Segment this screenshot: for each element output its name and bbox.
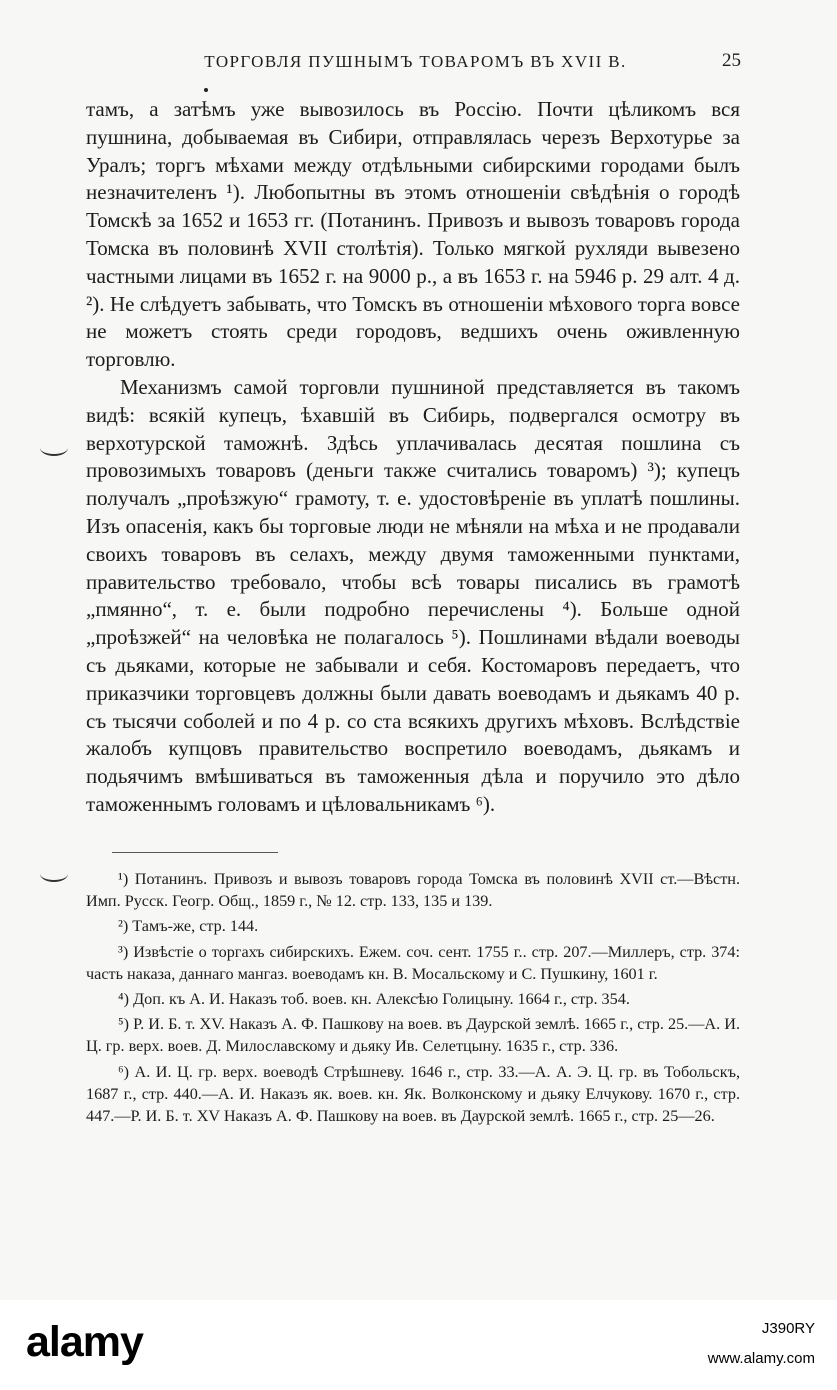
margin-pencil-mark — [40, 440, 68, 456]
footnote-1: ¹) Потанинъ. Привозъ и вывозъ товаровъ города Томска въ половинѣ XVII ст.—Вѣстн. Имп. Русск. Геогр. Общ., 1859 г., № 12. стр. 133, 135 и 139. — [86, 870, 740, 911]
paragraph-2: Механизмъ самой торговли пушниной представляется въ такомъ видѣ: всякій купецъ, ѣхавшій въ Сибирь, подвергался осмотру въ верхотурской таможнѣ. Здѣсь уплачивалась десятая пошлина съ провозимыхъ товаровъ (деньги также считались товаромъ) ³); купецъ получалъ „проѣзжую“ грамоту, т. е. удостовѣреніе въ уплатѣ пошлины. Изъ опасенія, какъ бы торговые люди не мѣняли на мѣха и не продавали своихъ товаровъ въ селахъ, между двумя таможенными пунктами, правительство требовало, чтобы всѣ товары писались въ грамотѣ „пмянно“, т. е. были подробно перечислены ⁴). Больше одной „проѣзжей“ на человѣка не полагалось ⁵). Пошлинами вѣдали воеводы съ дьяками, которые не забывали и себя. Костомаровъ передаетъ, что приказчики торговцевъ должны были давать воеводамъ и дьякамъ 40 р. съ тысячи соболей и по 4 р. со ста всякихъ другихъ мѣховъ. Вслѣдствіе жалобъ купцовъ правительство воспретило воеводамъ, дьякамъ и подьячимъ вмѣшиваться въ таможенныя дѣла и поручило это дѣло таможеннымъ головамъ и цѣловальникамъ ⁶). — [86, 374, 740, 816]
footnote-5: ⁵) Р. И. Б. т. XV. Наказъ А. Ф. Пашкову на воев. въ Даурской землѣ. 1665 г., стр. 25.—А. И. Ц. гр. верх. воев. Д. Милославскому и дьяку Ив. Селетцыну. 1635 г., стр. 336. — [86, 1015, 740, 1056]
running-title: ТОРГОВЛЯ ПУШНЫМЪ ТОВАРОМЪ ВЪ XVII В. — [204, 52, 627, 71]
footnote-2: ²) Тамъ-же, стр. 144. — [118, 917, 259, 936]
margin-pencil-mark — [40, 866, 68, 882]
body-text — [86, 96, 740, 819]
footnote-3: ³) Извѣстіе о торгахъ сибирскихъ. Ежем. соч. сент. 1755 г.. стр. 207.—Миллеръ, стр. 374: часть наказа, даннаго мангаз. воеводамъ кн. В. Мосальскому и С. Пушкину, 1601 г. — [86, 942, 740, 983]
running-head — [90, 50, 741, 76]
image-id: J390RY — [761, 1320, 815, 1337]
brand-logo: alamy — [26, 1318, 143, 1366]
footnotes — [86, 868, 740, 1130]
footnote-6: ⁶) А. И. Ц. гр. верх. воеводѣ Стрѣшневу. 1646 г., стр. 33.—А. А. Э. Ц. гр. въ Тобольскъ, 1687 г., стр. 440.—А. И. Наказъ як. воев. кн. Як. Волконскому и дьяку Елчукову. 1670 г., стр. 447.—Р. И. Б. т. XV Наказъ А. Ф. Пашкову на воев. въ Даурской землѣ. 1665 г., стр. 25—26. — [86, 1062, 740, 1126]
footnote-rule — [112, 852, 278, 853]
site-url: www.alamy.com — [707, 1350, 815, 1367]
paragraph-1: тамъ, а затѣмъ уже вывозилось въ Россію. Почти цѣликомъ вся пушнина, добываемая въ Сибири, отправлялась черезъ Верхотурье за Уралъ; торгъ мѣхами между отдѣльными сибирскими городами былъ незначителенъ ¹). Любопытны въ этомъ отношеніи свѣдѣнія о городѣ Томскѣ за 1652 и 1653 гг. (Потанинъ. Привозъ и вывозъ товаровъ города Томска въ половинѣ XVII столѣтія). Только мягкой рухляди вывезено частными лицами въ 1652 г. на 9000 р., а въ 1653 г. на 5946 р. 29 алт. 4 д. ²). Не слѣдуетъ забывать, что Томскъ въ отношеніи мѣхового торга вовсе не можетъ стоять среди городовъ, ведшихъ очень оживленную торговлю. — [86, 97, 740, 372]
page-number: 25 — [722, 50, 741, 71]
footnote-4: ⁴) Доп. къ А. И. Наказъ тоб. воев. кн. Алексѣю Голицыну. 1664 г., стр. 354. — [118, 990, 630, 1009]
ink-dot-mark — [204, 88, 208, 92]
